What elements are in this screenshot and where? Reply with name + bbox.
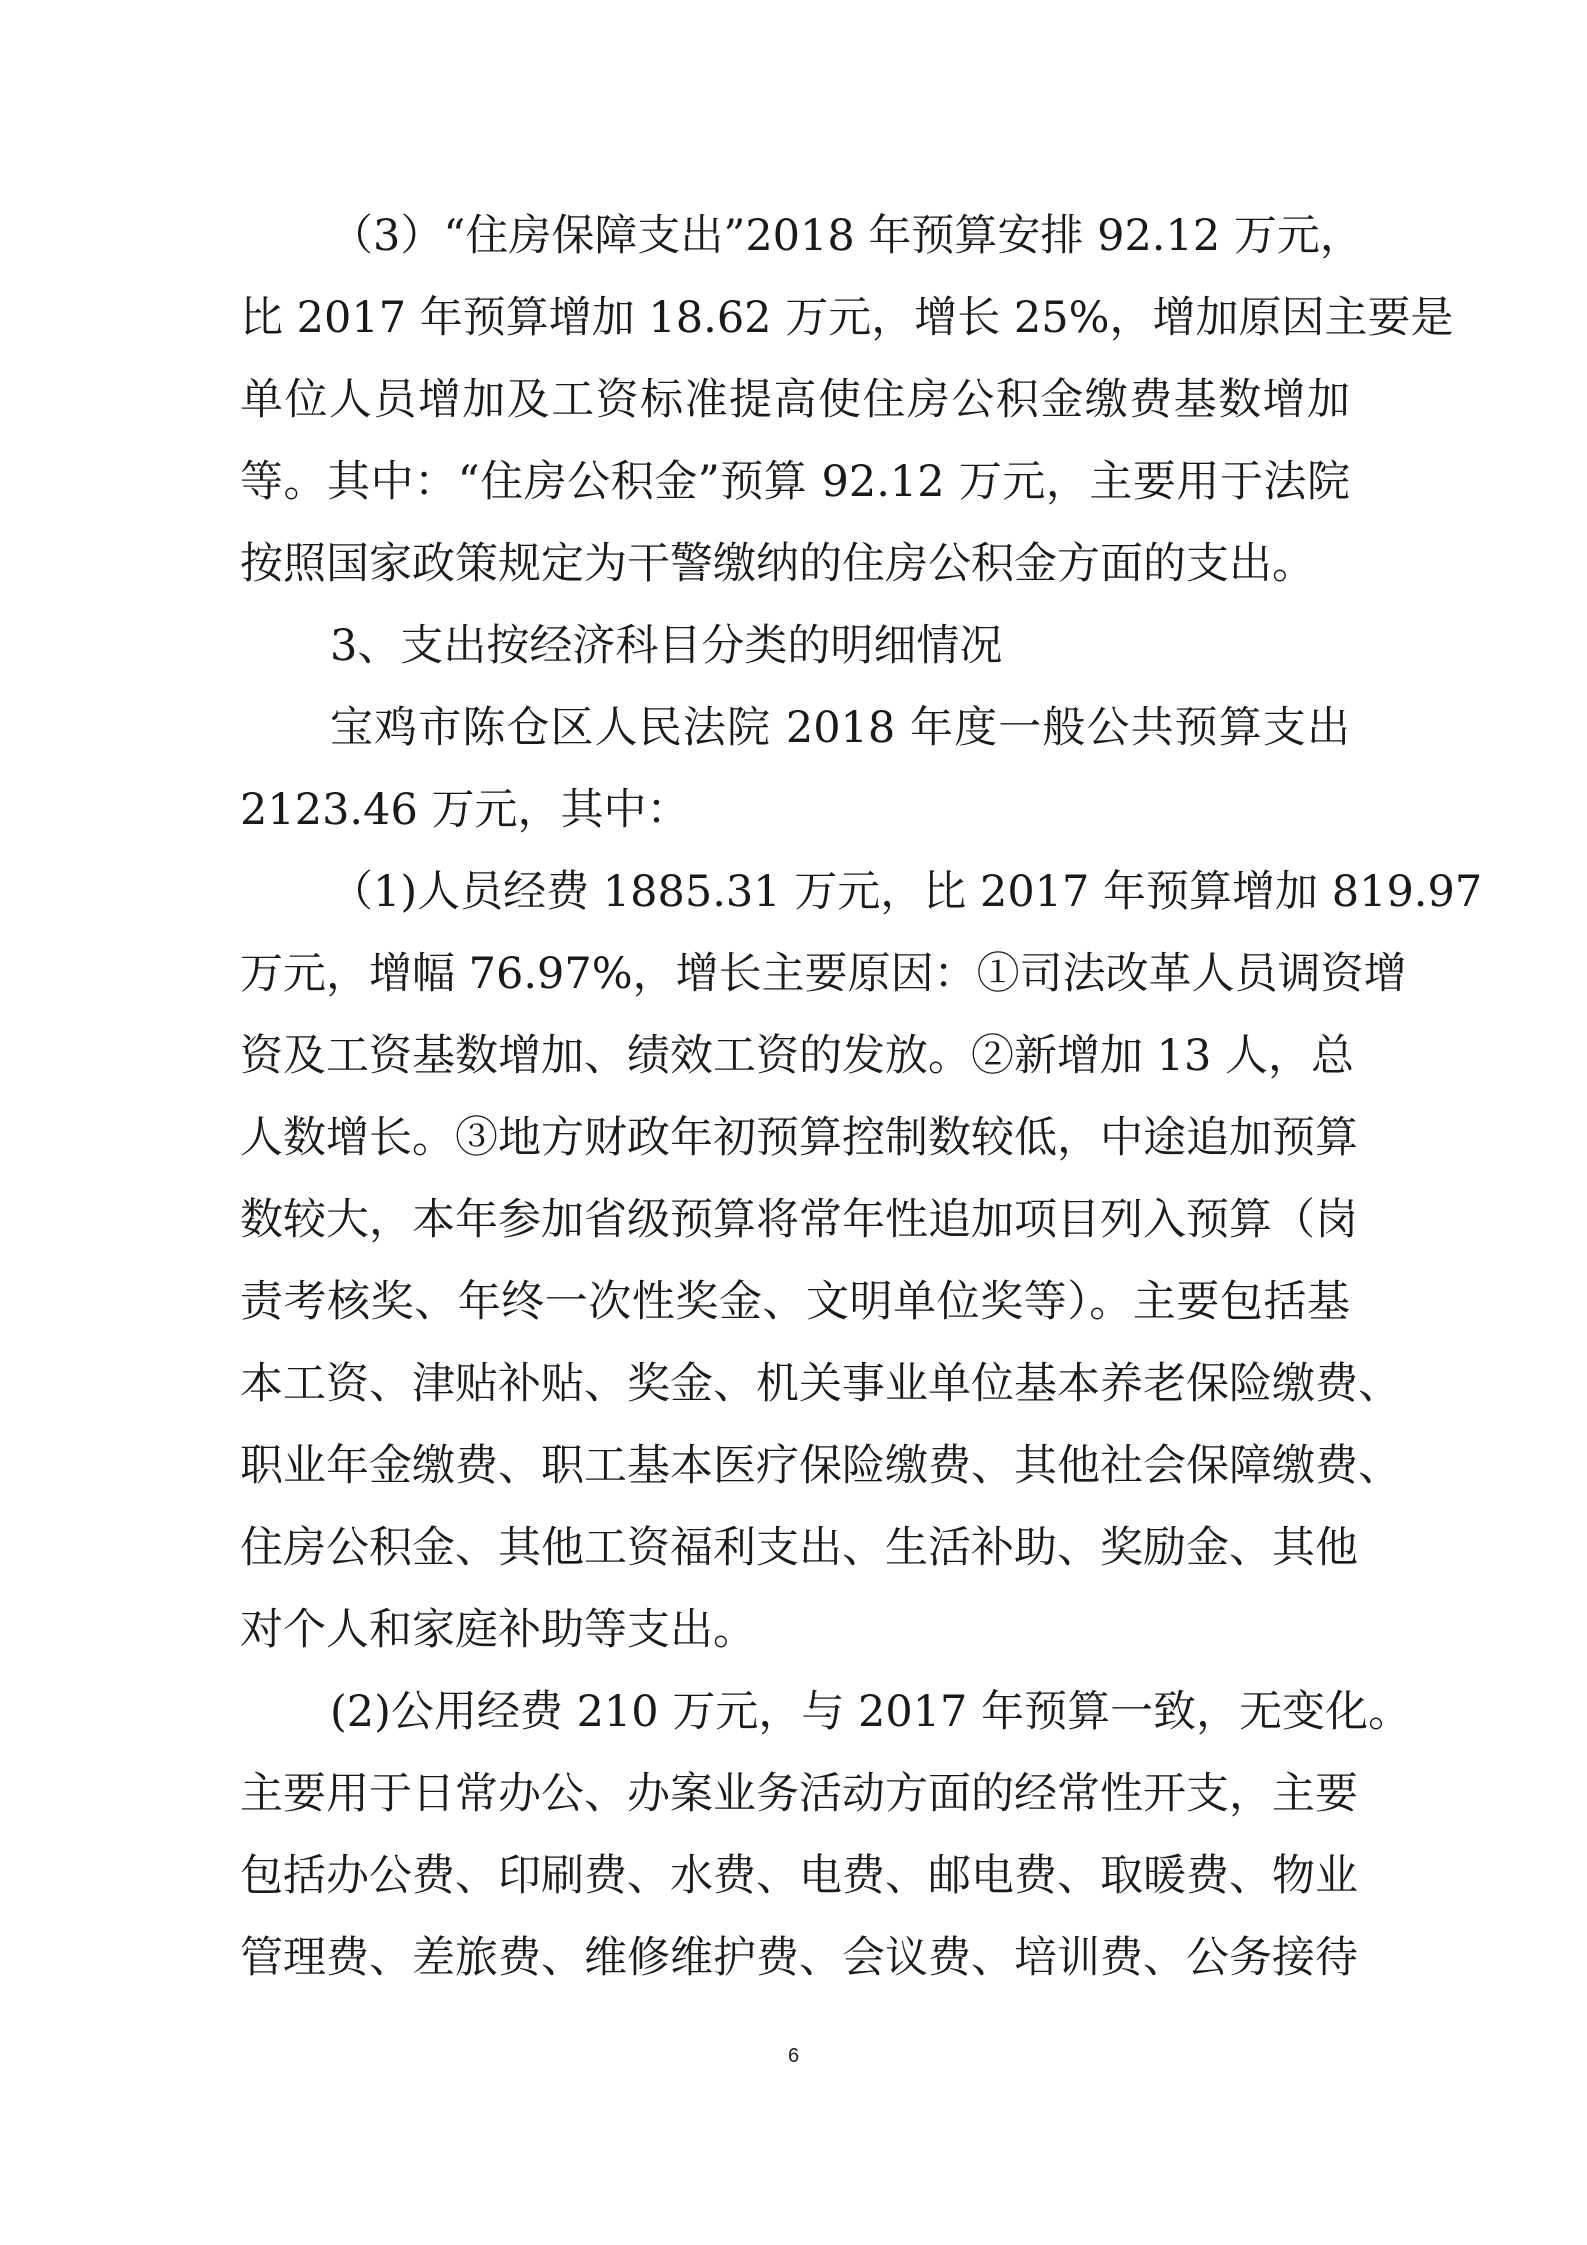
paragraph-personnel-line-9: 住房公积金、其他工资福利支出、生活补助、奖励金、其他 (240, 1523, 1358, 1573)
paragraph-personnel-line-5: 数较大，本年参加省级预算将常年性追加项目列入预算（岗 (240, 1195, 1358, 1245)
paragraph-public-line-4: 管理费、差旅费、维修维护费、会议费、培训费、公务接待 (240, 1933, 1358, 1983)
paragraph-housing-line-2: 比 2017 年预算增加 18.62 万元，增长 25%，增加原因主要是 (240, 293, 1454, 343)
section-heading: 3、支出按经济科目分类的明细情况 (330, 621, 1003, 671)
paragraph-personnel-line-2: 万元，增幅 76.97%，增长主要原因：①司法改革人员调资增 (240, 949, 1407, 999)
paragraph-personnel-line-10: 对个人和家庭补助等支出。 (240, 1605, 756, 1655)
paragraph-housing-line-3: 单位人员增加及工资标准提高使住房公积金缴费基数增加 (240, 375, 1350, 425)
paragraph-housing-line-5: 按照国家政策规定为干警缴纳的住房公积金方面的支出。 (240, 539, 1315, 589)
paragraph-total-line-1: 宝鸡市陈仓区人民法院 2018 年度一般公共预算支出 (330, 703, 1350, 753)
paragraph-public-line-2: 主要用于日常办公、办案业务活动方面的经常性开支，主要 (240, 1769, 1358, 1819)
paragraph-personnel-line-7: 本工资、津贴补贴、奖金、机关事业单位基本养老保险缴费、 (240, 1359, 1401, 1409)
paragraph-personnel-line-1: （1)人员经费 1885.31 万元，比 2017 年预算增加 819.97 (330, 867, 1483, 917)
page-number: 6 (787, 2045, 800, 2067)
paragraph-personnel-line-8: 职业年金缴费、职工基本医疗保险缴费、其他社会保障缴费、 (240, 1441, 1401, 1491)
paragraph-total-line-2: 2123.46 万元，其中： (240, 785, 690, 835)
paragraph-housing-line-1: （3）“住房保障支出”2018 年预算安排 92.12 万元， (330, 211, 1363, 261)
paragraph-housing-line-4: 等。其中：“住房公积金”预算 92.12 万元，主要用于法院 (240, 457, 1350, 507)
paragraph-public-line-1: (2)公用经费 210 万元，与 2017 年预算一致，无变化。 (330, 1687, 1412, 1737)
paragraph-personnel-line-4: 人数增长。③地方财政年初预算控制数较低，中途追加预算 (240, 1113, 1358, 1163)
paragraph-personnel-line-6: 责考核奖、年终一次性奖金、文明单位奖等）。主要包括基 (240, 1277, 1350, 1327)
paragraph-public-line-3: 包括办公费、印刷费、水费、电费、邮电费、取暖费、物业 (240, 1851, 1358, 1901)
paragraph-personnel-line-3: 资及工资基数增加、绩效工资的发放。②新增加 13 人，总 (240, 1031, 1355, 1081)
